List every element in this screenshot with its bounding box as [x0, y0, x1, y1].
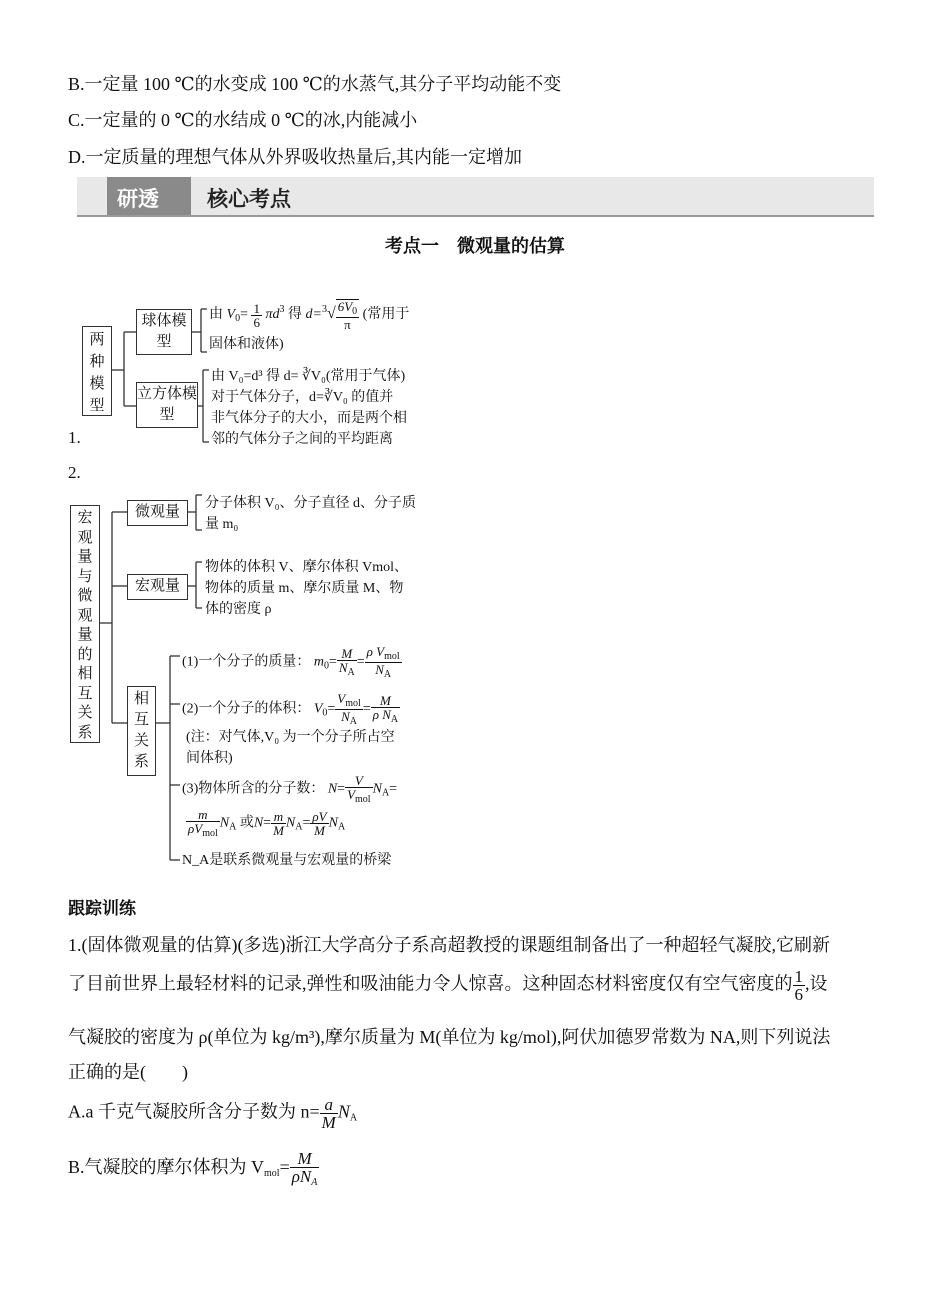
micro-line-1: 分子体积 V₀、分子直径 d、分子质 — [205, 496, 416, 511]
option-a: A.a 千克气凝胶所含分子数为 n= $\frac{a}{M}$ $N_A$ — [68, 1095, 358, 1132]
relation-note-2: 间体积) — [186, 751, 233, 766]
cube-line-1: 由 V₀=d³ 得 d= ∛V₀(常用于气体) — [211, 369, 406, 384]
micro-box: 微观量 — [127, 500, 188, 526]
option-d-text: D.一定质量的理想气体从外界吸收热量后,其内能一定增加 — [68, 147, 522, 167]
practice-title: 跟踪训练 — [68, 899, 136, 919]
macro-line-2: 物体的质量 m、摩尔质量 M、物 — [205, 581, 404, 596]
sphere-formula: 由 $V_0=$ $\frac{1}{6}$ $\pi d^3$ 得 d=$^3$√ $\frac{6V_0}{\pi}$ (常用于 — [209, 299, 410, 332]
question-1-line-4: 正确的是( ) — [68, 1062, 188, 1082]
relation-box: 相互关系 — [127, 686, 156, 776]
cube-line-2: 对于气体分子，d=∛V₀ 的值并 — [211, 390, 394, 405]
sphere-model-box: 球体模型 — [136, 309, 192, 355]
sphere-note: 固体和液体) — [209, 337, 284, 352]
banner-left-label: 研透 — [117, 187, 159, 211]
question-1-line-2: 了目前世界上最轻材料的记录,弹性和吸油能力令人惊喜。这种固态材料密度仅有空气密度的 $\frac{1}{6}$ ,设 — [68, 967, 828, 1004]
relation-bridge: N_A是联系微观量与宏观量的桥梁 — [182, 853, 392, 868]
micro-line-2: 量 m₀ — [205, 517, 239, 532]
macro-line-1: 物体的体积 V、摩尔体积 Vmol、 — [205, 560, 408, 575]
relation-note-1: (注：对气体,V₀ 为一个分子所占空 — [186, 730, 395, 745]
diagram1-root-box: 两种模型 — [82, 326, 112, 416]
cube-line-3: 非气体分子的大小，而是两个相 — [211, 411, 407, 426]
diagram2-root-box: 宏观量与微观量的相互关系 — [70, 505, 100, 743]
option-b-text: B.一定量 100 ℃的水变成 100 ℃的水蒸气,其分子平均动能不变 — [68, 74, 562, 94]
relation-item-3-cont: $\frac{m}{\rho V_{mol}}$ $N_A$ 或N= $\frac{m}{M}$ $N_A=$ $\frac{\rho V}{M}$ $N_A$ — [188, 807, 346, 839]
question-1-line-3: 气凝胶的密度为 ρ(单位为 kg/m³),摩尔质量为 M(单位为 kg/mol),阿伏加德罗常数为 NA,则下列说法 — [68, 1027, 831, 1047]
relation-item-1: (1)一个分子的质量： $m_0=$ $\frac{M}{N_A}$ = $\frac{\rho V_{mol}}{N_A}$ — [182, 644, 400, 680]
option-b: B.气凝胶的摩尔体积为 $V_{mol}=$ $\frac{M}{\rho N_A}$ — [68, 1149, 318, 1188]
option-c-text: C.一定量的 0 ℃的水结成 0 ℃的冰,内能减小 — [68, 110, 418, 130]
macro-line-3: 体的密度 ρ — [205, 602, 272, 617]
relation-item-3: (3)物体所含的分子数： N= $\frac{V}{V_{mol}}$ $N_A=$ — [182, 773, 398, 805]
cube-model-box: 立方体模型 — [136, 382, 198, 428]
cube-line-4: 邻的气体分子之间的平均距离 — [211, 432, 393, 447]
diagram1-number: 1. — [68, 428, 81, 447]
macro-box: 宏观量 — [127, 574, 188, 600]
question-1-line-1: 1.(固体微观量的估算)(多选)浙江大学高分子系高超教授的课题组制备出了一种超轻气凝胶,它刷新 — [68, 935, 830, 955]
section-heading: 考点一 微观量的估算 — [385, 236, 565, 257]
diagram2-number: 2. — [68, 463, 81, 482]
banner-right-label: 核心考点 — [207, 187, 291, 211]
relation-item-2: (2)一个分子的体积： $V_0=$ $\frac{V_{mol}}{N_A}$ = $\frac{M}{\rho N_A}$ — [182, 691, 399, 727]
